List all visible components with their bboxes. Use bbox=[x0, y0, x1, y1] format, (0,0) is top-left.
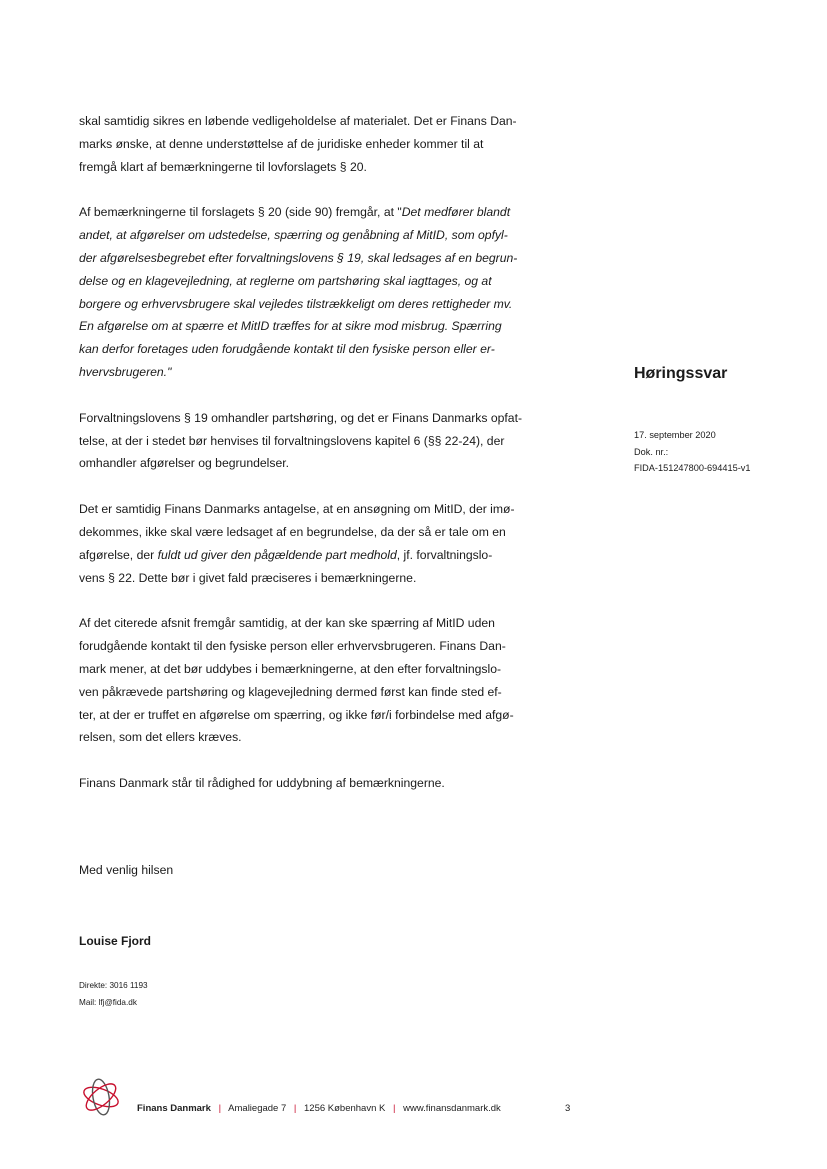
footer-separator: | bbox=[393, 1103, 396, 1114]
paragraph-2-quote: Af bemærkningerne til forslagets § 20 (side 90) fremgår, at "Det medfører blandt andet, at afgørelser om udstedelse, spærring og genåbning af MitID, som opfyl- der afgørelsesbegrebet efter forvaltningslovens § 19, skal ledsages af en begrun- delse og en klagevejledning, at reglerne om partshøring skal iagttages, og at borgere og erhvervsbrugere skal vejledes tilstrækkeligt om deres rettigheder mv. En afgørelse om at spærre et MitID træffes for at sikre mod misbrug. Spærring kan derfor foretages uden forudgående kontakt til den fysiske person eller er- hvervsbrugeren." bbox=[79, 205, 518, 379]
footer-address: Amaliegade 7 bbox=[228, 1103, 287, 1114]
closing-greeting: Med venlig hilsen bbox=[79, 863, 174, 877]
sidebar bbox=[634, 362, 814, 386]
document-type-title: Høringssvar bbox=[634, 365, 728, 382]
footer-separator: | bbox=[218, 1103, 222, 1114]
footer-address-line bbox=[137, 1103, 501, 1114]
paragraph-6: Finans Danmark står til rådighed for uddybning af bemærkningerne. bbox=[79, 776, 445, 791]
paragraph-4: Det er samtidig Finans Danmarks antagelse, at en ansøgning om MitID, der imø- dekommes, ikke skal være ledsaget af en begrundelse, da der så er tale om en afgørelse, der fuldt ud giver den pågældende part medhold, jf. forvaltningslo- vens § 22. Dette bør i givet fald præciseres i bemærkningerne. bbox=[79, 502, 515, 585]
contact-info bbox=[79, 978, 148, 1011]
document-number-label: Dok. nr.: bbox=[634, 446, 669, 457]
footer-org-name: Finans Danmark bbox=[137, 1103, 211, 1114]
document-date: 17. september 2020 bbox=[634, 430, 716, 440]
document-number: FIDA-151247800-694415-v1 bbox=[634, 463, 751, 473]
paragraph-1: skal samtidig sikres en løbende vedligeholdelse af materialet. Det er Finans Dan- marks ønske, at denne understøttelse af de juridiske enheder kommer til at fremgå klart af bemærkningerne til lovforslagets § 20. bbox=[79, 114, 517, 174]
footer-city: 1256 København K bbox=[304, 1103, 386, 1114]
finans-danmark-logo-icon bbox=[79, 1075, 123, 1119]
signer-name: Louise Fjord bbox=[79, 934, 151, 948]
paragraph-5: Af det citerede afsnit fremgår samtidig, at der kan ske spærring af MitID uden forudgående kontakt til den fysiske person eller erhvervsbrugeren. Finans Dan- mark mener, at det bør uddybes i bemærkningerne, at den efter forvaltningslo- ven påkrævede partshøring og klagevejledning dermed først kan finde sted ef- ter, at der er truffet en afgørelse om spærring, og ikke før/i forbindelse med afgø- relsen, som det ellers kræves. bbox=[79, 616, 514, 745]
footer-website: www.finansdanmark.dk bbox=[403, 1103, 501, 1114]
mail-address: Mail: lfj@fida.dk bbox=[79, 997, 137, 1007]
letter-body bbox=[79, 110, 579, 818]
page-number: 3 bbox=[565, 1103, 571, 1114]
document-meta bbox=[634, 427, 750, 477]
paragraph-3: Forvaltningslovens § 19 omhandler partshøring, og det er Finans Danmarks opfat- telse, at der i stedet bør henvises til forvaltningslovens kapitel 6 (§§ 22-24), der omhandler afgørelser og begrundelser. bbox=[79, 410, 523, 471]
footer-separator: | bbox=[293, 1103, 297, 1114]
direct-phone: Direkte: 3016 1193 bbox=[79, 981, 148, 990]
page-footer bbox=[79, 1075, 579, 1125]
